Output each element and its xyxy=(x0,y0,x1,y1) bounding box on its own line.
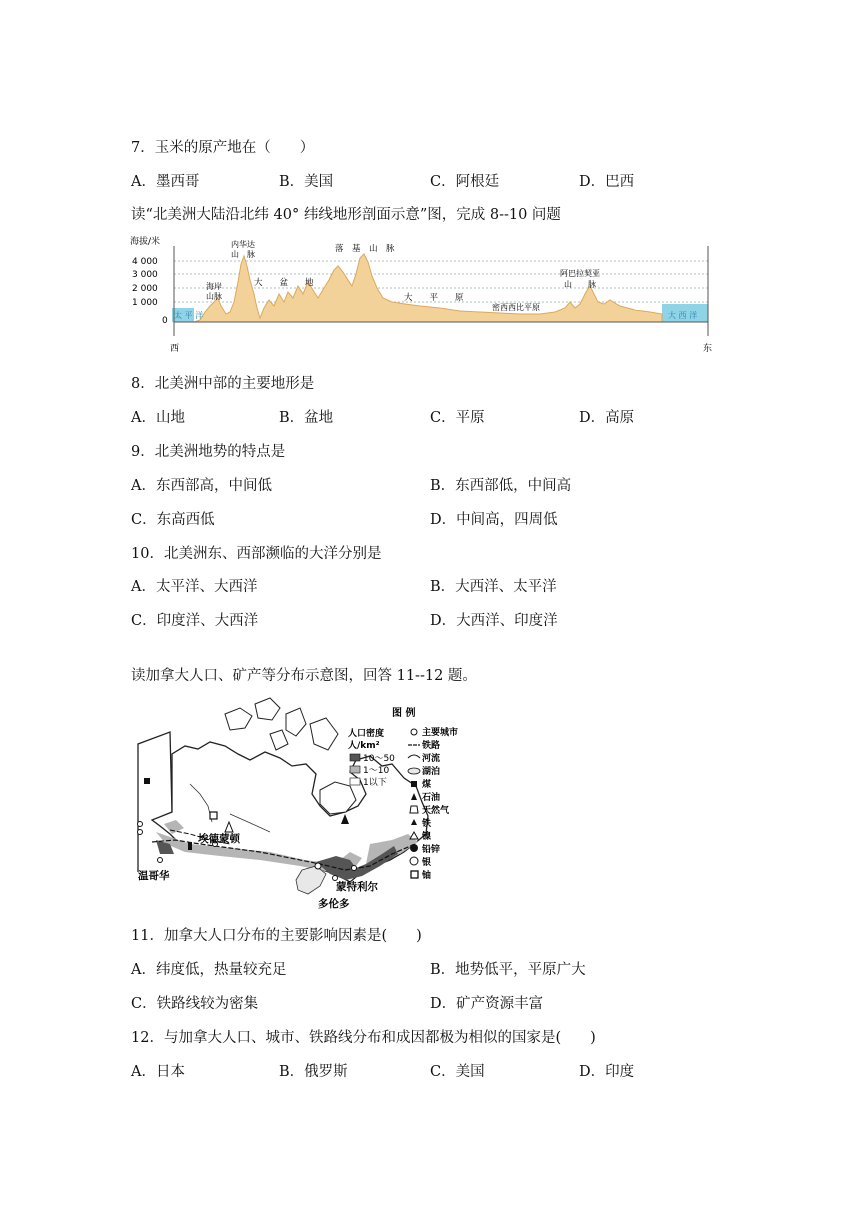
canada-map-figure xyxy=(130,694,475,920)
profile-ylabel: 海拔/米 xyxy=(130,237,161,247)
q9-option-d[interactable]: D．中间高，四周低 xyxy=(430,512,558,528)
symbol-marker-2 xyxy=(138,830,143,835)
arctic-island-4 xyxy=(310,718,338,750)
q8-option-c[interactable]: C．平原 xyxy=(430,410,485,426)
label-atlantic: 大 西 洋 xyxy=(668,311,698,320)
city-label-vancouver: 温哥华 xyxy=(138,870,170,882)
terrain-profile-svg xyxy=(130,232,720,354)
intro-canada: 读加拿大人口、矿产等分布示意图，回答 11--12 题。 xyxy=(131,668,477,684)
uranium-symbol xyxy=(210,812,217,819)
legend-lake: 湖泊 xyxy=(422,767,441,777)
arctic-island-5 xyxy=(270,730,288,750)
question-11-stem: 11．加拿大人口分布的主要影响因素是( ) xyxy=(131,928,422,944)
q11-option-d[interactable]: D．矿产资源丰富 xyxy=(430,996,544,1012)
q10-option-b[interactable]: B．大西洋、太平洋 xyxy=(430,579,557,595)
q7-option-a[interactable]: A．墨西哥 xyxy=(131,174,200,190)
ytick-0: 0 xyxy=(162,316,168,326)
legend-lake-icon xyxy=(408,768,420,774)
q10-option-d[interactable]: D．大西洋、印度洋 xyxy=(430,613,558,629)
label-coast-2: 山脉 xyxy=(206,292,222,301)
legend-gas: 天然气 xyxy=(422,806,450,816)
question-9-stem: 9．北美洲地势的特点是 xyxy=(131,444,286,460)
legend-oil: 石油 xyxy=(422,793,441,803)
intro-profile: 读“北美洲大陆沿北纬 40° 纬线地形剖面示意”图，完成 8--10 问题 xyxy=(131,207,561,223)
q9-option-b[interactable]: B．东西部低，中间高 xyxy=(430,478,572,494)
q11-option-b[interactable]: B．地势低平，平原广大 xyxy=(430,962,586,978)
q12-option-a[interactable]: A．日本 xyxy=(131,1064,185,1080)
legend-density-unit: 人/km² xyxy=(348,741,380,751)
city-toronto-dot xyxy=(333,876,338,881)
label-rocky: 落 基 山 脉 xyxy=(335,244,395,254)
label-coast: 海岸 xyxy=(206,282,222,291)
label-mississippi: 密西西比平原 xyxy=(492,303,540,312)
ytick-2000: 2 000 xyxy=(132,284,158,294)
question-7-stem: 7．玉米的原产地在（ ） xyxy=(131,140,315,156)
legend-city-icon xyxy=(411,729,417,735)
ytick-4000: 4 000 xyxy=(132,257,158,267)
ytick-3000: 3 000 xyxy=(132,270,158,280)
legend-coal-icon xyxy=(411,781,417,787)
legend-silver-icon xyxy=(410,857,418,865)
legend-city: 主要城市 xyxy=(422,728,459,738)
question-12-stem: 12．与加拿大人口、城市、铁路线分布和成因都极为相似的国家是( ) xyxy=(131,1030,596,1046)
q10-option-c[interactable]: C．印度洋、大西洋 xyxy=(131,613,259,629)
label-plains: 大 平 原 xyxy=(404,293,464,303)
legend-coal: 煤 xyxy=(422,780,432,790)
legend-river: 河流 xyxy=(422,754,441,764)
legend-d1: 10～50 xyxy=(363,754,395,764)
q9-option-c[interactable]: C．东高西低 xyxy=(131,512,215,528)
label-inner-nevada: 内华达 xyxy=(231,240,255,249)
q7-option-d[interactable]: D．巴西 xyxy=(579,174,635,190)
terrain-profile-figure xyxy=(130,232,720,358)
direction-east: 东 xyxy=(703,344,713,354)
q12-option-b[interactable]: B．俄罗斯 xyxy=(279,1064,348,1080)
legend-swatch-sparse xyxy=(350,778,360,785)
label-basin: 大 盆 地 xyxy=(254,278,314,288)
coal-symbol-1 xyxy=(144,778,150,784)
legend-leadzinc-icon xyxy=(410,844,418,852)
silver-symbol xyxy=(315,863,321,869)
question-8-stem: 8．北美洲中部的主要地形是 xyxy=(131,376,315,392)
legend-d2: 1～10 xyxy=(363,766,390,776)
great-lakes xyxy=(296,866,326,894)
q12-option-c[interactable]: C．美国 xyxy=(430,1064,485,1080)
symbol-marker-1 xyxy=(138,822,143,827)
question-10-stem: 10．北美洲东、西部濒临的大洋分别是 xyxy=(131,546,382,562)
legend-swatch-mid xyxy=(350,766,360,773)
legend-rail: 铁路 xyxy=(422,741,441,751)
q11-option-c[interactable]: C．铁路线较为密集 xyxy=(131,996,259,1012)
q12-option-d[interactable]: D．印度 xyxy=(579,1064,635,1080)
legend-iron: 铁 xyxy=(422,819,432,829)
city-label-edmonton: 埃德蒙顿 xyxy=(198,833,240,845)
canada-map-svg xyxy=(130,694,475,916)
city-label-toronto: 多伦多 xyxy=(318,898,350,910)
q9-option-a[interactable]: A．东西部高，中间低 xyxy=(131,478,272,494)
q8-option-b[interactable]: B．盆地 xyxy=(279,410,334,426)
legend-uranium: 铀 xyxy=(422,871,432,881)
city-montreal-dot xyxy=(352,866,357,871)
legend-swatch-dense xyxy=(350,754,360,761)
legend-d3: 1以下 xyxy=(363,778,387,788)
legend-leadzinc: 铅锌 xyxy=(422,845,441,855)
q10-option-a[interactable]: A．太平洋、大西洋 xyxy=(131,579,258,595)
legend-river-icon xyxy=(408,755,420,758)
legend-title: 图 例 xyxy=(392,708,416,719)
label-appalachian-2: 山 脉 xyxy=(564,280,596,289)
arctic-island-3 xyxy=(286,708,306,736)
direction-west: 西 xyxy=(170,344,180,354)
arctic-island-1 xyxy=(225,708,252,730)
city-label-montreal: 蒙特利尔 xyxy=(336,881,378,893)
legend-uranium-icon xyxy=(411,871,418,878)
q11-option-a[interactable]: A．纬度低，热量较充足 xyxy=(131,962,287,978)
label-pacific: 太 平 洋 xyxy=(174,311,204,320)
legend-gas-icon xyxy=(410,806,418,813)
ytick-1000: 1 000 xyxy=(132,298,158,308)
label-appalachian: 阿巴拉契亚 xyxy=(560,269,600,278)
legend-silver: 银 xyxy=(422,858,432,868)
legend-nickel: 镍 xyxy=(422,832,432,842)
q7-option-c[interactable]: C．阿根廷 xyxy=(430,174,500,190)
legend-density-label: 人口密度 xyxy=(348,729,385,739)
oil-symbol xyxy=(188,842,192,850)
q7-option-b[interactable]: B．美国 xyxy=(279,174,334,190)
city-vancouver-dot xyxy=(158,858,163,863)
label-inner-nevada-2: 山 脉 xyxy=(231,250,255,259)
q8-option-a[interactable]: A．山地 xyxy=(131,410,185,426)
q8-option-d[interactable]: D．高原 xyxy=(579,410,635,426)
arctic-island-2 xyxy=(255,698,280,720)
